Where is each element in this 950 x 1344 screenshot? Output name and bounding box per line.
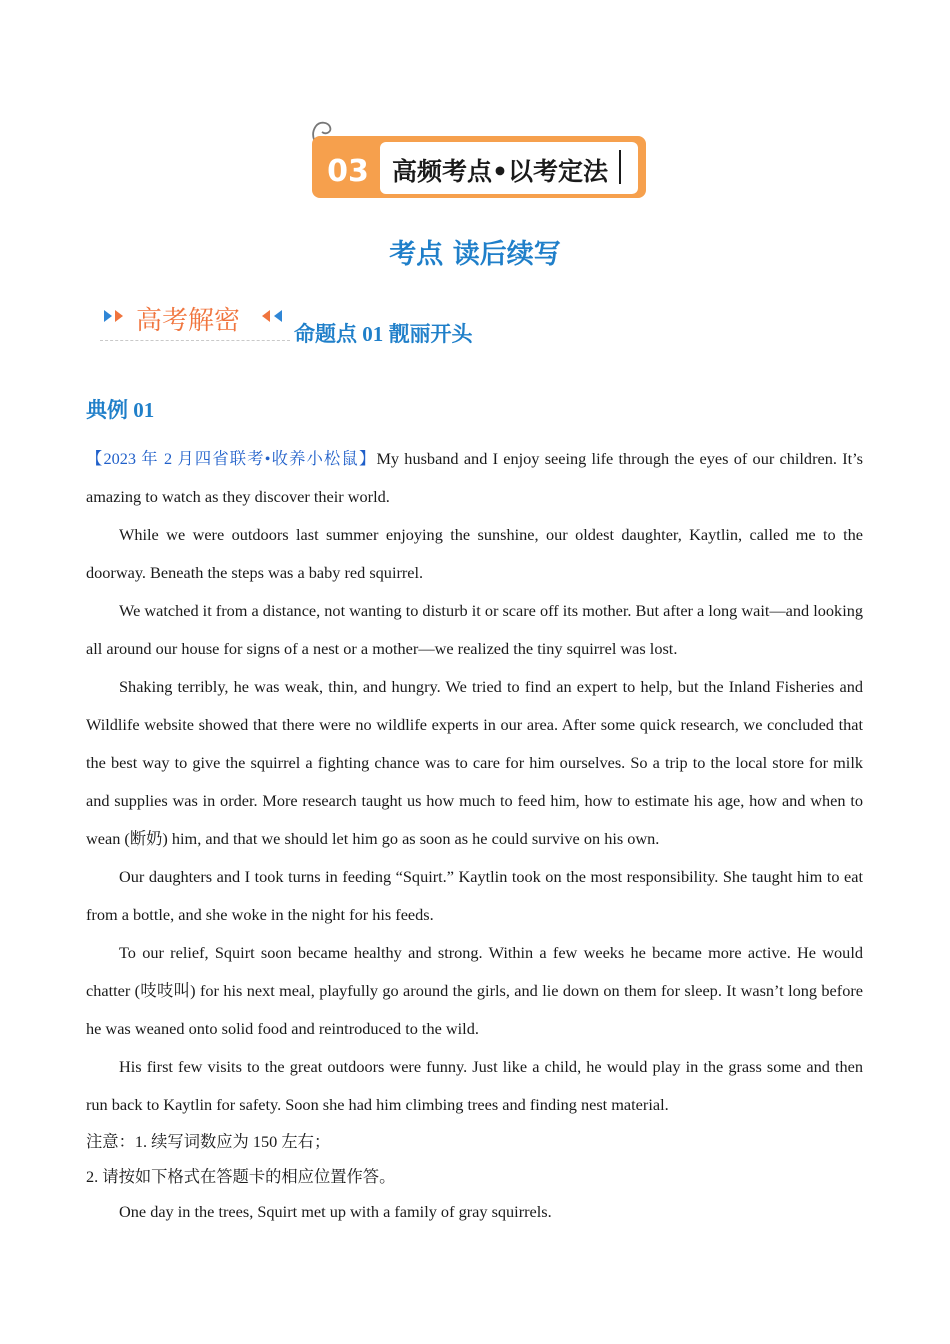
banner-label: 高频考点•以考定法 bbox=[392, 157, 608, 186]
example-title: 典例 01 bbox=[86, 398, 155, 422]
note-line-1: 注意：1. 续写词数应为 150 左右； bbox=[86, 1132, 331, 1151]
note-line-2: 2. 请按如下格式在答题卡的相应位置作答。 bbox=[86, 1167, 396, 1186]
passage-paragraph: Our daughters and I took turns in feeding “Squirt.” Kaytlin took on the most responsibility. She taught him to eat from a bottle, and she woke in the night for his feeds. bbox=[86, 867, 863, 924]
passage-paragraph: Shaking terribly, he was weak, thin, and hungry. We tried to find an expert to help, but the Inland Fisheries and Wildlife website showed that there were no wildlife experts in our area. After some quick research, we concluded that the best way to give the squirrel a fighting chance was to care for him ourselves. So a trip to the local store for milk and supplies was in order. More research taught us how much to feed him, how to estimate his age, how and when to wean (断奶) him, and that we should let him go as soon as he could survive on his own. bbox=[86, 677, 863, 848]
exam-secret-badge bbox=[100, 300, 290, 341]
text-caret bbox=[619, 150, 621, 184]
continuation-prompt: One day in the trees, Squirt met up with a family of gray squirrels. bbox=[119, 1202, 552, 1221]
passage-paragraph: While we were outdoors last summer enjoying the sunshine, our oldest daughter, Kaytlin, called me to the doorway. Beneath the steps was a baby red squirrel. bbox=[86, 525, 863, 582]
double-arrow-right-icon bbox=[102, 304, 130, 328]
passage bbox=[86, 440, 863, 1229]
double-arrow-left-icon bbox=[260, 304, 288, 328]
passage-first-paragraph bbox=[86, 440, 863, 516]
passage-source: 【2023 年 2 月四省联考•收养小松鼠】 bbox=[86, 449, 377, 468]
topic-title: 考点 读后续写 bbox=[389, 239, 561, 270]
exam-secret-label: 高考解密 bbox=[136, 306, 241, 336]
passage-paragraph: To our relief, Squirt soon became healthy and strong. Within a few weeks he became more active. He would chatter (吱吱叫) for his next meal, playfully go around the girls, and lie down on them for sleep. It wasn’t long before he was weaned onto solid food and reintroduced to the wild. bbox=[86, 943, 863, 1038]
subtopic-title: 命题点 01 靓丽开头 bbox=[294, 322, 473, 346]
passage-paragraph: We watched it from a distance, not wanting to disturb it or scare off its mother. But after a long wait—and looking all around our house for signs of a nest or a mother—we realized the tiny squirrel was lost. bbox=[86, 601, 863, 658]
passage-first-text: My husband and I enjoy seeing life through the eyes of our children. It’s amazing to watch as they discover their world. bbox=[86, 449, 863, 506]
banner-number: 03 bbox=[327, 154, 369, 189]
passage-paragraph: His first few visits to the great outdoors were funny. Just like a child, he would play in the grass some and then run back to Kaytlin for safety. Soon she had him climbing trees and finding nest material. bbox=[86, 1057, 863, 1114]
section-banner bbox=[310, 120, 646, 200]
